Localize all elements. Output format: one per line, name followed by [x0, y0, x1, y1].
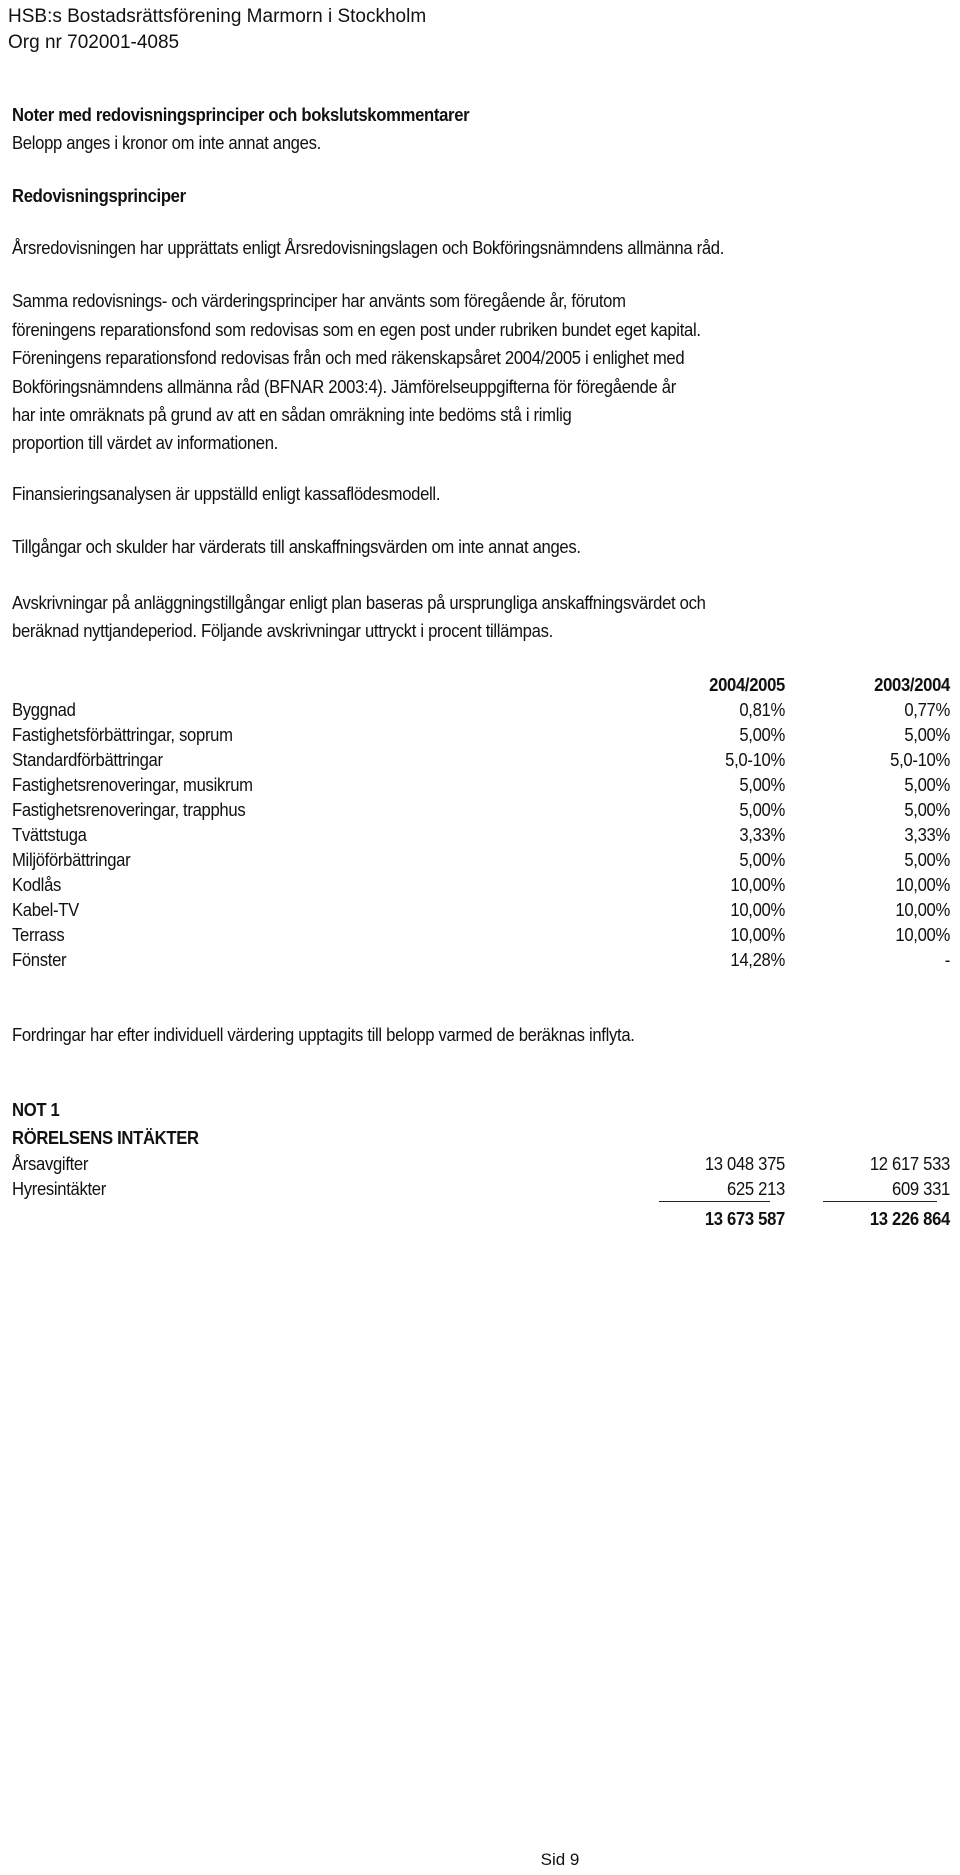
row-value-2004-2005: 5,00%: [739, 849, 785, 870]
principles-paragraph-2-line: Samma redovisnings- och värderingsprinciper har använts som föregående år, förutom: [12, 290, 626, 311]
table-row: [12, 722, 950, 748]
table-row: [12, 772, 950, 798]
row-value-2004-2005: 10,00%: [730, 899, 785, 920]
row-label: Fönster: [12, 949, 67, 970]
row-value-2004-2005: 5,00%: [739, 774, 785, 795]
row-value-2004-2005: 5,00%: [739, 724, 785, 745]
table-row: [12, 1151, 950, 1177]
row-label: Byggnad: [12, 699, 76, 720]
row-value-2003-2004: 609 331: [892, 1178, 950, 1199]
row-label: Tvättstuga: [12, 824, 87, 845]
document-header: [8, 4, 426, 56]
notes-subtitle: Belopp anges i kronor om inte annat anges.: [12, 132, 321, 153]
sum-underline: [823, 1201, 937, 1202]
row-value-2003-2004: -: [944, 949, 950, 970]
row-value-2003-2004: 5,00%: [904, 724, 950, 745]
row-value-2003-2004: 5,0-10%: [890, 749, 950, 770]
row-value-2003-2004: 5,00%: [904, 799, 950, 820]
table-row: [12, 897, 950, 923]
row-value-2003-2004: 12 617 533: [869, 1153, 950, 1174]
notes-title: Noter med redovisningsprinciper och bokslutskommentarer: [12, 104, 470, 125]
principles-paragraph-2-line: Bokföringsnämndens allmänna råd (BFNAR 2003:4). Jämförelseuppgifterna för föregående år: [12, 376, 676, 397]
principles-paragraph-2-line: proportion till värdet av informationen.: [12, 432, 278, 453]
row-value-2004-2005: 625 213: [727, 1178, 785, 1199]
row-value-2004-2005: 13 048 375: [704, 1153, 785, 1174]
principles-paragraph-2-line: föreningens reparationsfond som redovisas som en egen post under rubriken bundet eget kapital.: [12, 319, 701, 340]
table-row: [12, 797, 950, 823]
total-row: [12, 1206, 950, 1232]
table-row: [12, 1176, 950, 1202]
organization-number: Org nr 702001-4085: [8, 32, 180, 53]
principles-paragraph-2-line: har inte omräknats på grund av att en sådan omräkning inte bedöms stå i rimlig: [12, 404, 572, 425]
row-value-2004-2005: 5,0-10%: [725, 749, 785, 770]
table-row: [12, 847, 950, 873]
table-row: [12, 872, 950, 898]
column-header-2004-2005: 2004/2005: [709, 674, 785, 695]
table-row: [12, 947, 950, 973]
total-2004-2005: 13 673 587: [704, 1208, 785, 1229]
organization-name: HSB:s Bostadsrättsförening Marmorn i Stockholm: [8, 6, 427, 27]
principles-paragraph-5-line: Avskrivningar på anläggningstillgångar enligt plan baseras på ursprungliga anskaffningsvärdet och: [12, 592, 706, 613]
principles-paragraph-2-line: Föreningens reparationsfond redovisas från och med räkenskapsåret 2004/2005 i enlighet med: [12, 347, 685, 368]
row-value-2003-2004: 3,33%: [904, 824, 950, 845]
row-label: Standardförbättringar: [12, 749, 163, 770]
depreciation-table-header: [12, 672, 950, 698]
note-1-heading: RÖRELSENS INTÄKTER: [12, 1127, 199, 1148]
principles-paragraph-4: Tillgångar och skulder har värderats till anskaffningsvärden om inte annat anges.: [12, 536, 581, 557]
row-label: Fastighetsförbättringar, soprum: [12, 724, 233, 745]
table-row: [12, 922, 950, 948]
row-value-2004-2005: 5,00%: [739, 799, 785, 820]
row-value-2003-2004: 10,00%: [895, 899, 950, 920]
total-2003-2004: 13 226 864: [869, 1208, 950, 1229]
row-value-2004-2005: 3,33%: [739, 824, 785, 845]
principles-paragraph-3: Finansieringsanalysen är uppställd enligt kassaflödesmodell.: [12, 483, 441, 504]
row-label: Årsavgifter: [12, 1153, 89, 1174]
principles-paragraph-1: Årsredovisningen har upprättats enligt Årsredovisningslagen och Bokföringsnämndens allmänna råd.: [12, 237, 725, 258]
row-value-2003-2004: 10,00%: [895, 924, 950, 945]
row-label: Miljöförbättringar: [12, 849, 131, 870]
note-1-number: NOT 1: [12, 1099, 60, 1120]
row-label: Kodlås: [12, 874, 62, 895]
row-value-2003-2004: 5,00%: [904, 849, 950, 870]
row-label: Fastighetsrenoveringar, musikrum: [12, 774, 253, 795]
row-label: Fastighetsrenoveringar, trapphus: [12, 799, 246, 820]
table-row: [12, 747, 950, 773]
row-value-2004-2005: 10,00%: [730, 874, 785, 895]
column-header-2003-2004: 2003/2004: [874, 674, 950, 695]
page-number: Sid 9: [540, 1850, 580, 1869]
row-value-2004-2005: 10,00%: [730, 924, 785, 945]
row-value-2004-2005: 14,28%: [730, 949, 785, 970]
table-row: [12, 697, 950, 723]
row-value-2003-2004: 5,00%: [904, 774, 950, 795]
principles-paragraph-5-line: beräknad nyttjandeperiod. Följande avskrivningar uttryckt i procent tillämpas.: [12, 620, 553, 641]
row-label: Hyresintäkter: [12, 1178, 106, 1199]
principles-heading: Redovisningsprinciper: [12, 185, 186, 206]
row-value-2003-2004: 0,77%: [904, 699, 950, 720]
sum-underline: [659, 1201, 770, 1202]
row-label: Terrass: [12, 924, 65, 945]
row-value-2004-2005: 0,81%: [739, 699, 785, 720]
receivables-text: Fordringar har efter individuell värdering upptagits till belopp varmed de beräknas inflyta.: [12, 1024, 635, 1045]
row-value-2003-2004: 10,00%: [895, 874, 950, 895]
table-row: [12, 822, 950, 848]
row-label: Kabel-TV: [12, 899, 79, 920]
